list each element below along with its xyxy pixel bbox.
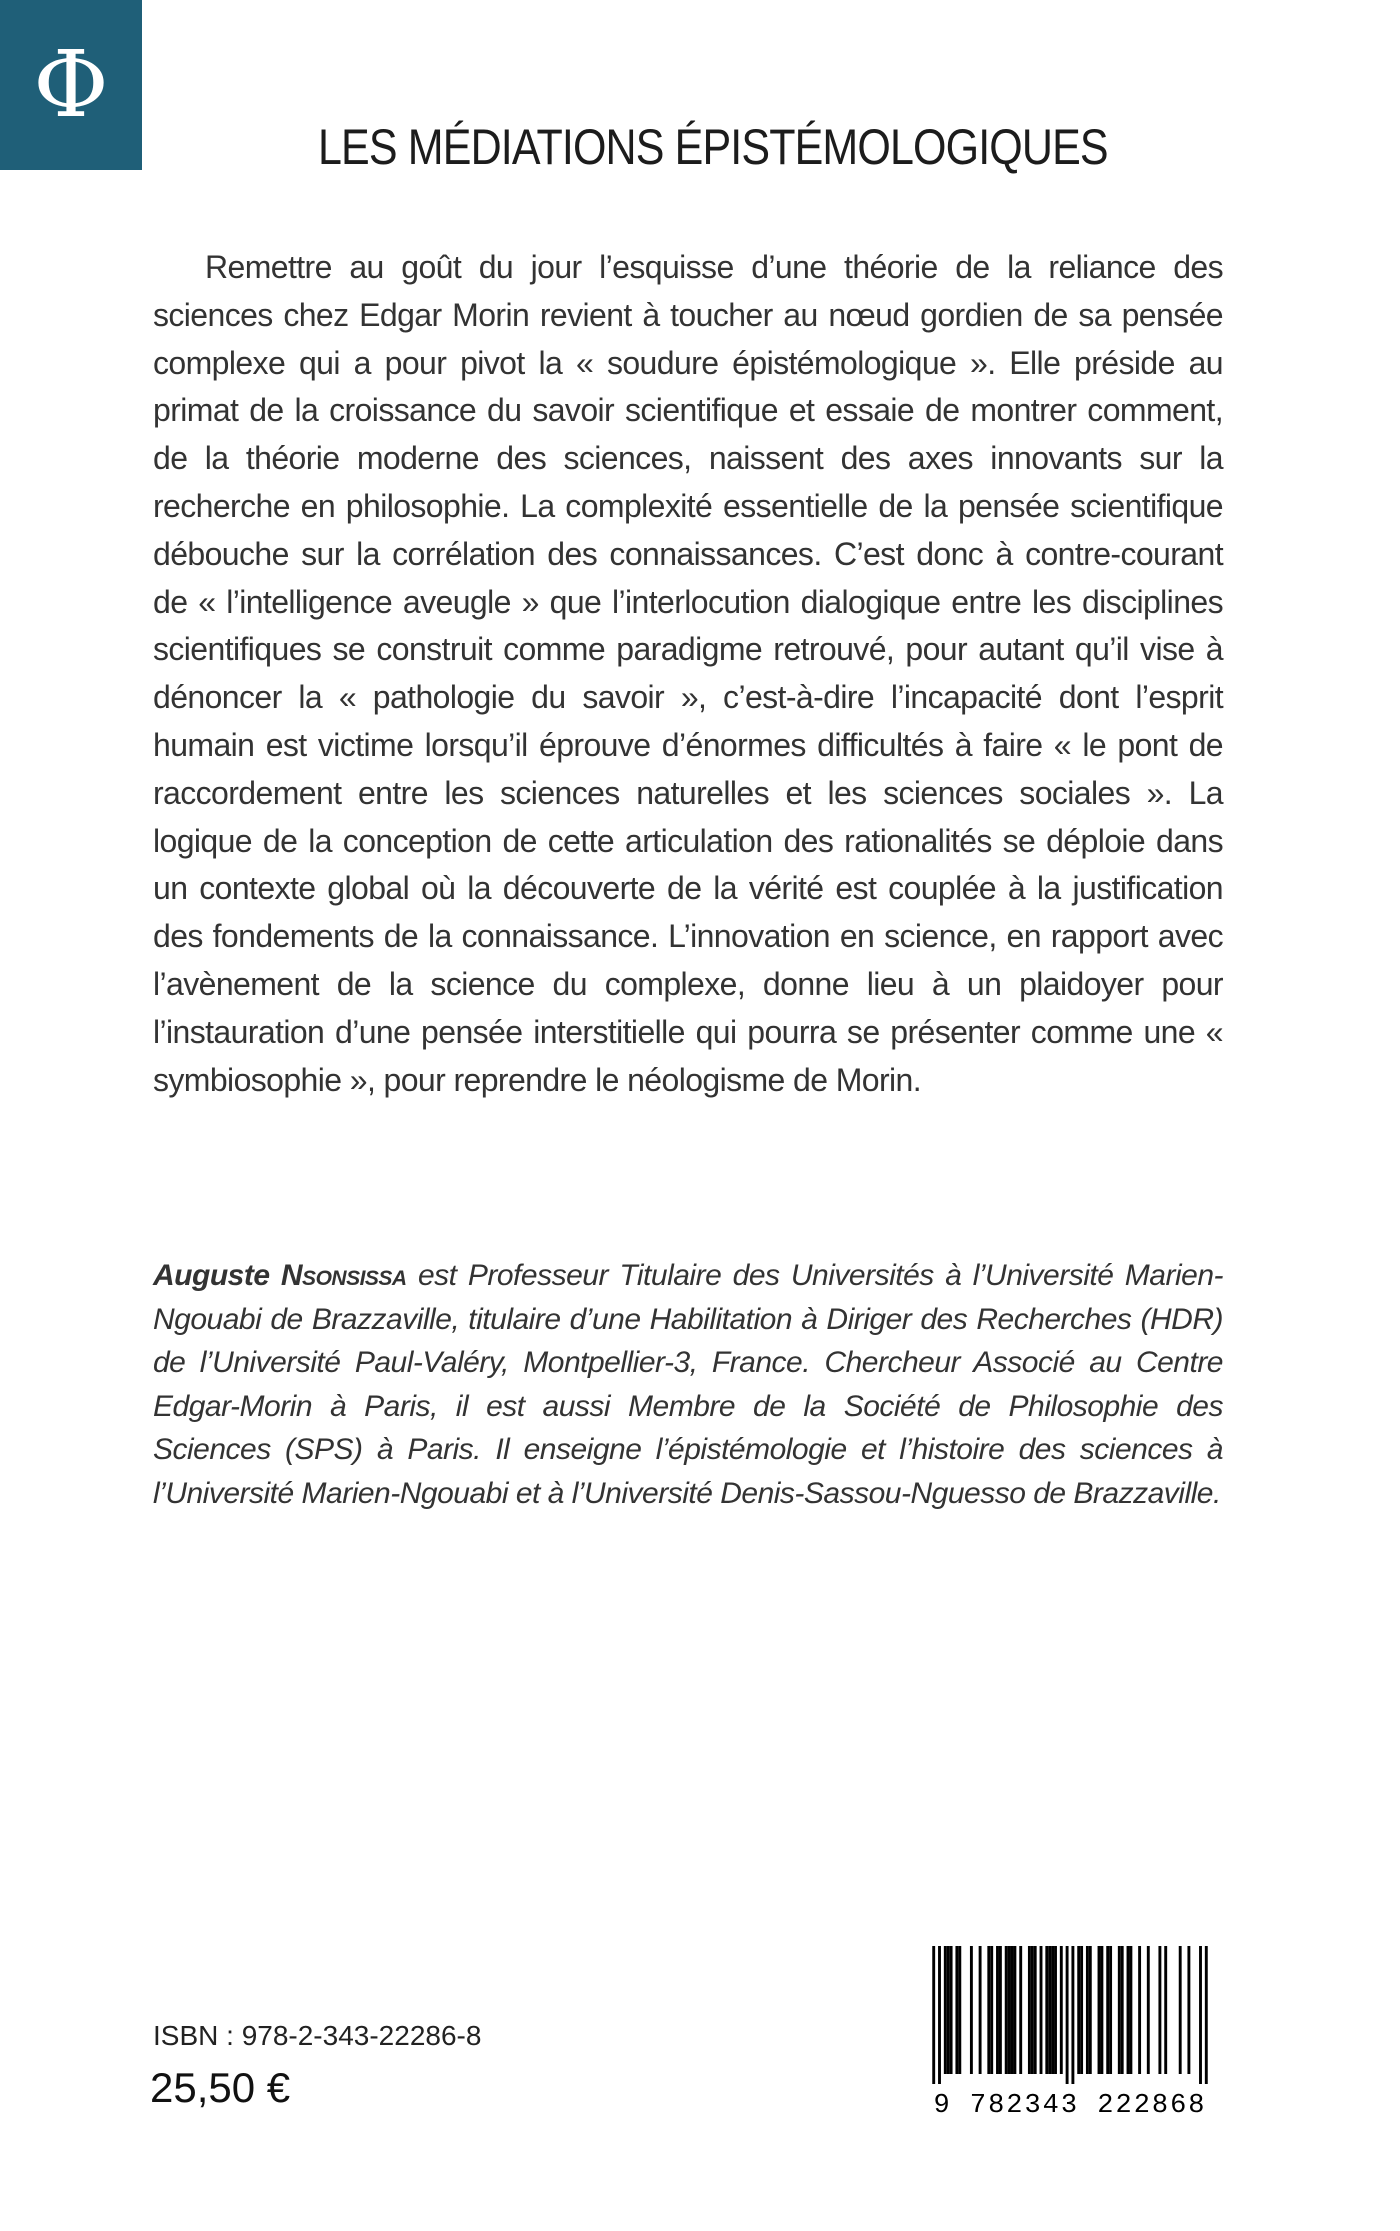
barcode-bar	[1121, 1946, 1124, 2074]
barcode-bar	[1034, 1946, 1037, 2074]
barcode-bar	[1187, 1946, 1190, 2074]
barcode-bar	[1205, 1946, 1208, 2084]
barcode-bar	[1048, 1946, 1051, 2074]
barcode-bar	[999, 1946, 1002, 2074]
isbn-label: ISBN : 978-2-343-22286-8	[153, 2020, 482, 2051]
barcode-bar	[1051, 1946, 1054, 2074]
barcode-graphic	[905, 1942, 1235, 2120]
barcode-bar	[944, 1946, 947, 2074]
barcode-bar	[1164, 1946, 1167, 2074]
barcode-bar	[1019, 1946, 1022, 2074]
barcode-bar	[987, 1946, 990, 2074]
barcode-bar	[1028, 1946, 1031, 2074]
barcode-bar	[1066, 1946, 1069, 2084]
book-title: LES MÉDIATIONS ÉPISTÉMOLOGIQUES	[318, 119, 1108, 175]
book-description: Remettre au goût du jour l’esquisse d’une théorie de la reliance des sciences chez Edgar Morin revient à toucher au nœud gordien de sa pensée complexe qui a pour pivot la « soudure épistémologique ». Elle préside au primat de la croissance du savoir scientifique et essaie de montrer comment, de la théorie moderne des sciences, naissent des axes innovants sur la recherche en philosophie. La complexité essentielle de la pensée scientifique débouche sur la corrélation des connaissances. C’est donc à contre-courant de « l’intelligence aveugle » que l’interlocution dialogique entre les disciplines scientifiques se construit comme paradigme retrouvé, pour autant qu’il vise à dénoncer la « pathologie du savoir », c’est-à-dire l’incapacité dont l’esprit humain est victime lorsqu’il éprouve d’énormes difficultés à faire « le pont de raccordement entre les sciences naturelles et les sciences sociales ». La logique de la conception de cette articulation des rationalités se déploie dans un contexte global où la découverte de la vérité est couplée à la justification des fondements de la connaissance. L’innovation en science, en rapport avec l’avènement de la science du complexe, donne lieu à un plaidoyer pour l’instauration d’une pensée interstitielle qui pourra se présenter comme une « symbiosophie », pour reprendre le néologisme de Morin.	[153, 249, 1223, 1098]
barcode-bar	[1080, 1946, 1083, 2074]
barcode-bar	[1199, 1946, 1202, 2084]
barcode-bars	[932, 1946, 1208, 2084]
barcode-bar	[938, 1946, 941, 2084]
barcode-bar	[1071, 1946, 1074, 2084]
barcode-bar	[1054, 1946, 1057, 2074]
barcode-bar	[1127, 1946, 1130, 2074]
barcode-bar	[1031, 1946, 1034, 2074]
price-label: 25,50 €	[150, 2064, 291, 2111]
barcode-bar	[1013, 1946, 1016, 2074]
barcode-bar	[1040, 1946, 1043, 2074]
barcode-bar	[1147, 1946, 1150, 2074]
barcode-bar	[1077, 1946, 1080, 2074]
author-bio-text: est Professeur Titulaire des Universités à l’Université Marien-Ngouabi de Brazzaville, titulaire d’une Habilitation à Diriger des Recherches (HDR) de l’Université Paul-Valéry, Montpellier-3, France. Chercheur Associé au Centre Edgar-Morin à Paris, il est aussi Membre de la Société de Philosophie des Sciences (SPS) à Paris. Il enseigne l’épistémologie et l’histoire des sciences à l’Université Marien-Ngouabi et à l’Université Denis-Sassou-Nguesso de Brazzaville.	[153, 1259, 1223, 1510]
barcode-bar	[950, 1946, 953, 2074]
barcode-bar	[1179, 1946, 1182, 2074]
barcode-bar	[990, 1946, 993, 2074]
barcode-bar	[1109, 1946, 1112, 2074]
barcode-bar	[1008, 1946, 1011, 2074]
barcode-bar	[1098, 1946, 1101, 2074]
author-last-name: Nsonsissa	[280, 1259, 407, 1292]
barcode-bar	[1045, 1946, 1048, 2074]
barcode-bar	[955, 1946, 958, 2074]
barcode-bar	[1158, 1946, 1161, 2074]
barcode-bar	[947, 1946, 950, 2074]
author-biography	[153, 1254, 1223, 1516]
barcode-bar	[958, 1946, 961, 2074]
barcode-bar	[1118, 1946, 1121, 2074]
barcode-bar	[1011, 1946, 1014, 2074]
barcode-bar	[1106, 1946, 1109, 2074]
barcode-bar	[1129, 1946, 1132, 2074]
barcode-digits: 9 782343 222868	[933, 2091, 1207, 2120]
barcode-bar	[1086, 1946, 1089, 2074]
barcode-bar	[932, 1946, 935, 2084]
barcode	[905, 1942, 1235, 2120]
barcode-bar	[996, 1946, 999, 2074]
barcode-bar	[1005, 1946, 1008, 2074]
barcode-bar	[1100, 1946, 1103, 2074]
author-first-name: Auguste	[153, 1259, 270, 1292]
publisher-logo	[0, 0, 142, 170]
barcode-bar	[970, 1946, 973, 2074]
phi-logo-icon: Φ	[33, 31, 109, 138]
barcode-bar	[979, 1946, 982, 2074]
barcode-bar	[1138, 1946, 1141, 2074]
barcode-bar	[1060, 1946, 1063, 2074]
barcode-bar	[1089, 1946, 1092, 2074]
